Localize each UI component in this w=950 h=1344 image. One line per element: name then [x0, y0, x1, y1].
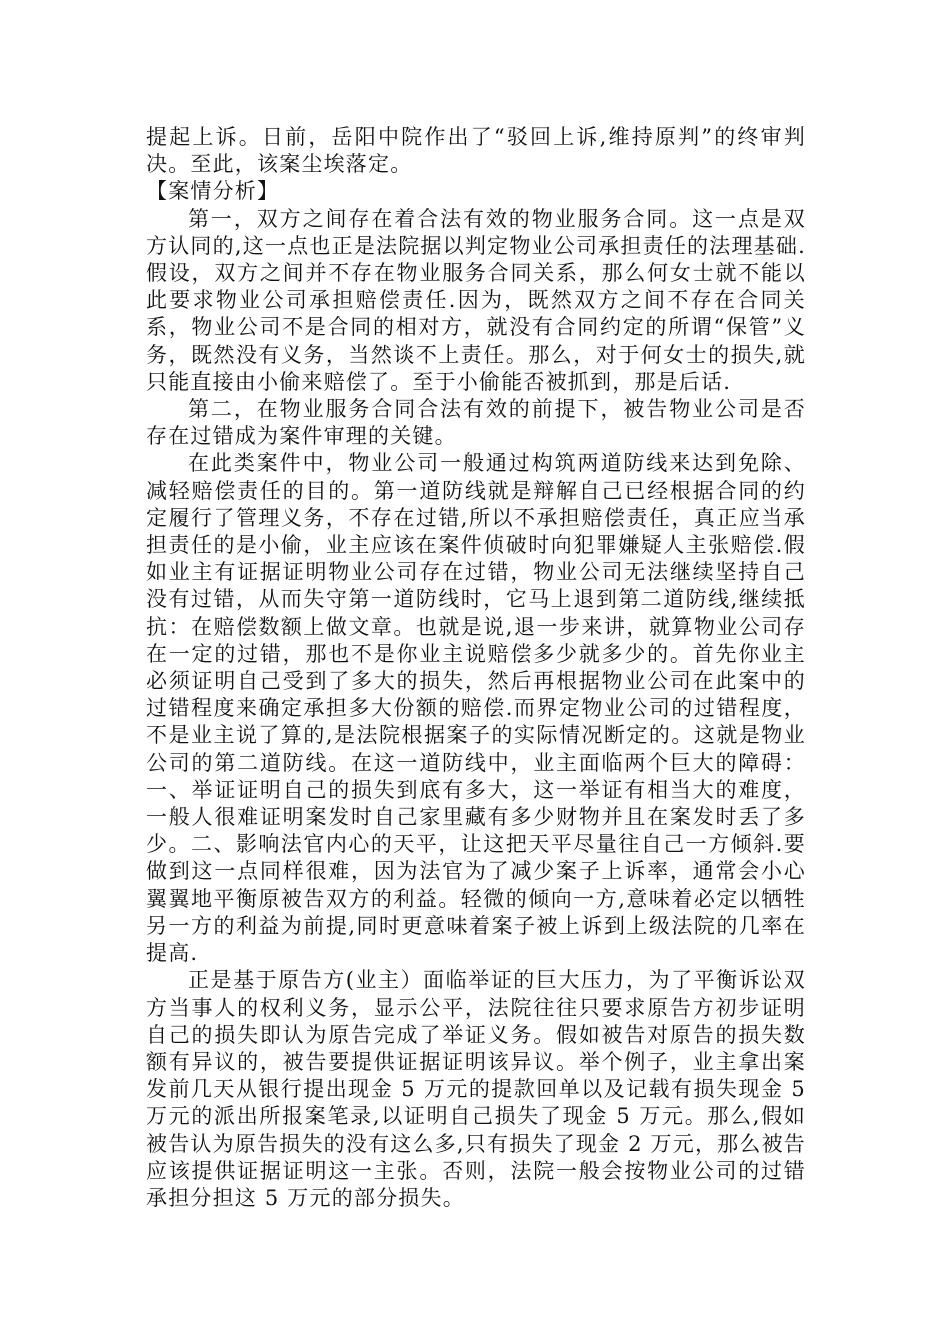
paragraph-burden-of-proof: 正是基于原告方(业主）面临举证的巨大压力，为了平衡诉讼双方当事人的权利义务，显示公平，法院往往只要求原告方初步证明自己的损失即认为原告完成了举证义务。假如被告对原告的损失数额有异议的，被告要提供证据证明该异议。举个例子，业主拿出案发前几天从银行提出现金 5 万元的提款回单以及记载有损失现金 5 万元的派出所报案笔录,以证明自己损失了现金 5 万元。那么,假如被告认为原告损失的没有这么多,只有损失了现金 2 万元，那么被告应该提供证据证明这一主张。否则，法院一般会按物业公司的过错承担分担这 5 万元的部分损失。 — [146, 968, 806, 1210]
paragraph-appeal-result: 提起上诉。日前，岳阳中院作出了“驳回上诉,维持原判”的终审判决。至此，该案尘埃落定。 — [146, 125, 806, 177]
paragraph-defense-lines: 在此类案件中，物业公司一般通过构筑两道防线来达到免除、减轻赔偿责任的目的。第一道防线就是辩解自己已经根据合同的约定履行了管理义务，不存在过错,所以不承担赔偿责任，真正应当承担责任的是小偷，业主应该在案件侦破时向犯罪嫌疑人主张赔偿.假如业主有证据证明物业公司存在过错，物业公司无法继续坚持自己没有过错，从而失守第一道防线时，它马上退到第二道防线,继续抵抗：在赔偿数额上做文章。也就是说,退一步来讲，就算物业公司存在一定的过错，那也不是你业主说赔偿多少就多少的。首先你业主必须证明自己受到了多大的损失，然后再根据物业公司在此案中的过错程度来确定承担多大份额的赔偿.而界定物业公司的过错程度，不是业主说了算的,是法院根据案子的实际情况断定的。这就是物业公司的第二道防线。在这一道防线中，业主面临两个巨大的障碍：一、举证证明自己的损失到底有多大，这一举证有相当大的难度，一般人很难证明案发时自己家里藏有多少财物并且在案发时丢了多少。二、影响法官内心的天平，让这把天平尽量往自己一方倾斜.要做到这一点同样很难，因为法官为了减少案子上诉率，通常会小心翼翼地平衡原被告双方的利益。轻微的倾向一方,意味着必定以牺牲另一方的利益为前提,同时更意味着案子被上诉到上级法院的几率在提高. — [146, 451, 806, 966]
paragraph-second-point: 第二，在物业服务合同合法有效的前提下，被告物业公司是否存在过错成为案件审理的关键。 — [146, 397, 806, 449]
paragraph-first-point: 第一，双方之间存在着合法有效的物业服务合同。这一点是双方认同的,这一点也正是法院据以判定物业公司承担责任的法理基础.假设，双方之间并不存在物业服务合同关系，那么何女士就不能以此要求物业公司承担赔偿责任.因为，既然双方之间不存在合同关系，物业公司不是合同的相对方，就没有合同约定的所谓“保管”义务，既然没有义务，当然谈不上责任。那么，对于何女士的损失,就只能直接由小偷来赔偿了。至于小偷能否被抓到，那是后话. — [146, 206, 806, 394]
section-heading-case-analysis: 【案情分析】 — [146, 179, 280, 204]
document-body — [146, 124, 806, 1212]
